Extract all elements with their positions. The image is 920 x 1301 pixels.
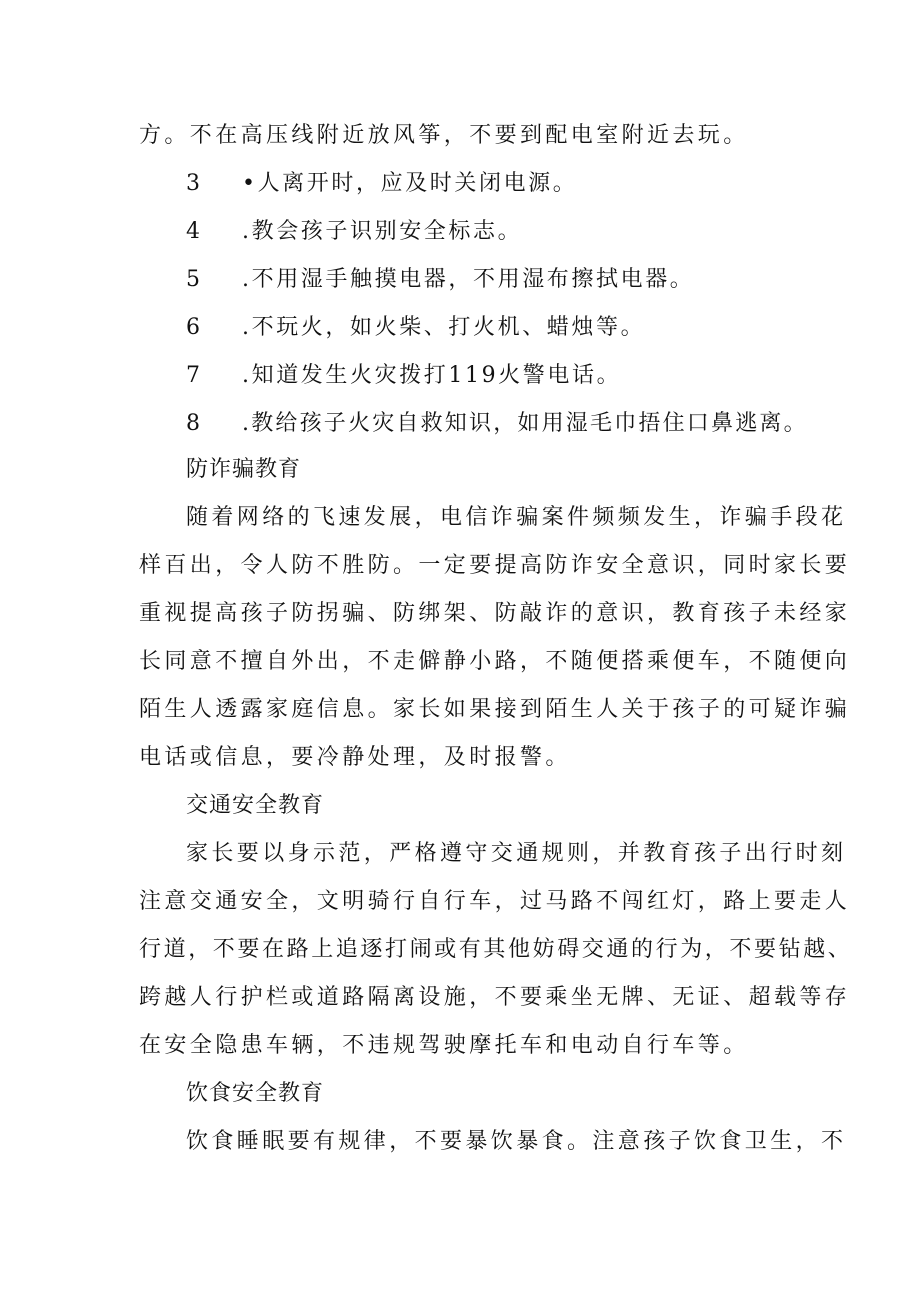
paragraph-line: 长同意不擅自外出，不走僻静小路，不随便搭乘便车，不随便向 [139,649,851,674]
section-heading: 交通安全教育 [186,793,325,818]
list-item-number: 4 [186,219,200,244]
paragraph-line: 在安全隐患车辆，不违规驾驶摩托车和电动自行车等。 [139,1033,749,1058]
paragraph-line: 电话或信息，要冷静处理，及时报警。 [139,745,571,770]
paragraph-line: 跨越人行护栏或道路隔离设施，不要乘坐无牌、无证、超载等存 [139,985,851,1010]
list-item-number: 8 [186,411,200,436]
list-item-text: .教给孩子火灾自救知识，如用湿毛巾捂住口鼻逃离。 [242,411,808,436]
paragraph-line: 饮食睡眠要有规律，不要暴饮暴食。注意孩子饮食卫生，不 [186,1129,847,1154]
section-heading: 防诈骗教育 [186,457,302,482]
section-heading: 饮食安全教育 [186,1081,325,1106]
paragraph-line: 行道，不要在路上追逐打闹或有其他妨碍交通的行为，不要钻越、 [139,937,853,962]
list-item-text: .不玩火，如火柴、打火机、蜡烛等。 [242,315,646,340]
list-item-number: 5 [186,267,200,292]
paragraph-line: 随着网络的飞速发展，电信诈骗案件频频发生，诈骗手段花 [186,505,847,530]
list-item-text: .知道发生火灾拨打119火警电话。 [242,363,622,388]
paragraph-line: 重视提高孩子防拐骗、防绑架、防敲诈的意识，教育孩子未经家 [139,601,851,626]
list-item-text: •人离开时，应及时关闭电源。 [242,171,578,196]
paragraph-line: 家长要以身示范，严格遵守交通规则，并教育孩子出行时刻 [186,841,847,866]
list-item-text: .不用湿手触摸电器，不用湿布擦拭电器。 [242,267,695,292]
paragraph-line: 样百出，令人防不胜防。一定要提高防诈安全意识，同时家长要 [139,553,851,578]
list-item-text: .教会孩子识别安全标志。 [242,219,523,244]
list-item-number: 3 [186,171,200,196]
paragraph-line: 方。不在高压线附近放风筝，不要到配电室附近去玩。 [139,123,749,148]
paragraph-line: 注意交通安全，文明骑行自行车，过马路不闯红灯，路上要走人 [139,889,851,914]
paragraph-line: 陌生人透露家庭信息。家长如果接到陌生人关于孩子的可疑诈骗 [139,697,851,722]
list-item-number: 6 [186,315,200,340]
list-item-number: 7 [186,363,200,388]
